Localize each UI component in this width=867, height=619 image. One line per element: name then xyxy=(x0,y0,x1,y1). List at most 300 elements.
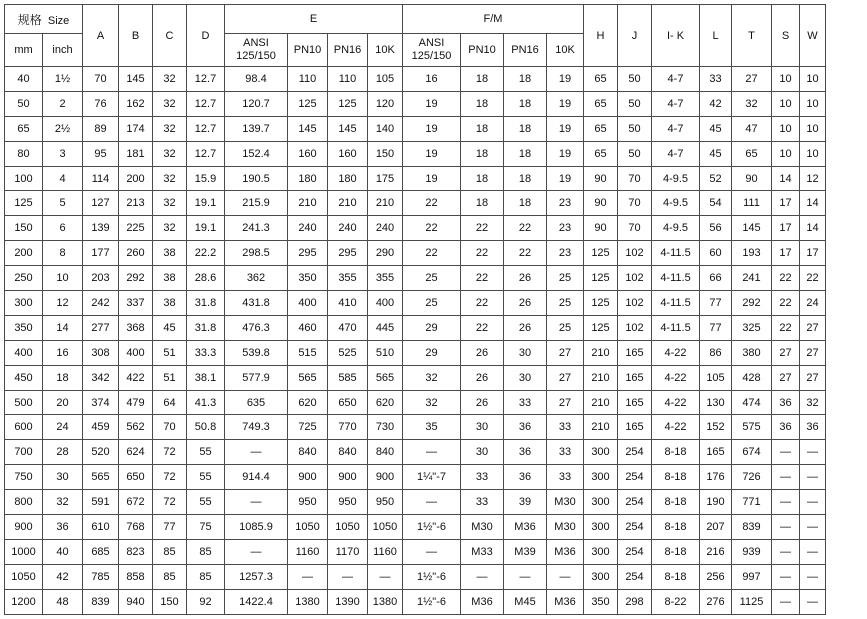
table-cell: 577.9 xyxy=(225,365,288,390)
table-cell: 4-11.5 xyxy=(652,266,700,291)
table-cell: 4-7 xyxy=(652,67,700,92)
table-cell: 190.5 xyxy=(225,166,288,191)
table-cell: 65 xyxy=(5,116,43,141)
table-cell: — xyxy=(800,490,826,515)
E-sub-header-pn10: PN10 xyxy=(288,34,328,67)
header-D: D xyxy=(187,5,225,67)
table-cell: 4-9.5 xyxy=(652,216,700,241)
table-cell: 300 xyxy=(584,564,618,589)
table-cell: 32 xyxy=(403,365,461,390)
header-T: T xyxy=(732,5,772,67)
table-cell: 575 xyxy=(732,415,772,440)
table-cell: — xyxy=(772,589,800,614)
table-cell: 8-22 xyxy=(652,589,700,614)
table-cell: 125 xyxy=(5,191,43,216)
table-cell: 210 xyxy=(288,191,328,216)
table-cell: 858 xyxy=(119,564,153,589)
table-cell: 114 xyxy=(83,166,119,191)
table-cell: 85 xyxy=(153,539,187,564)
table-cell: 10 xyxy=(800,141,826,166)
table-cell: 14 xyxy=(800,191,826,216)
table-cell: 4-9.5 xyxy=(652,191,700,216)
table-cell: — xyxy=(772,539,800,564)
table-cell: 292 xyxy=(119,266,153,291)
table-cell: 210 xyxy=(584,365,618,390)
table-cell: 22 xyxy=(461,291,504,316)
table-cell: 624 xyxy=(119,440,153,465)
table-cell: 22 xyxy=(772,266,800,291)
table-cell: — xyxy=(800,564,826,589)
table-cell: 17 xyxy=(800,241,826,266)
table-cell: 22 xyxy=(772,291,800,316)
table-cell: 165 xyxy=(700,440,732,465)
FM-sub-header-pn16: PN16 xyxy=(504,34,547,67)
table-cell: 368 xyxy=(119,315,153,340)
header-B: B xyxy=(119,5,153,67)
size-label-en: Size xyxy=(47,14,70,27)
table-cell: M36 xyxy=(461,589,504,614)
table-cell: 254 xyxy=(618,440,652,465)
table-cell: 400 xyxy=(5,340,43,365)
table-cell: 89 xyxy=(83,116,119,141)
table-row xyxy=(5,589,826,614)
table-cell: 1170 xyxy=(328,539,368,564)
table-cell: 1085.9 xyxy=(225,515,288,540)
table-cell: 700 xyxy=(5,440,43,465)
table-cell: 325 xyxy=(732,315,772,340)
table-cell: 45 xyxy=(700,116,732,141)
table-cell: 240 xyxy=(328,216,368,241)
table-cell: 771 xyxy=(732,490,772,515)
table-cell: 50 xyxy=(5,91,43,116)
table-cell: 210 xyxy=(584,340,618,365)
table-cell: 18 xyxy=(461,67,504,92)
table-cell: 900 xyxy=(288,465,328,490)
table-cell: — xyxy=(772,564,800,589)
header-A: A xyxy=(83,5,119,67)
table-cell: 213 xyxy=(119,191,153,216)
table-cell: 1050 xyxy=(288,515,328,540)
table-cell: 428 xyxy=(732,365,772,390)
table-cell: 77 xyxy=(700,291,732,316)
table-cell: 4-7 xyxy=(652,91,700,116)
table-cell: 38 xyxy=(153,266,187,291)
table-cell: 1160 xyxy=(368,539,403,564)
table-cell: 374 xyxy=(83,390,119,415)
table-cell: 203 xyxy=(83,266,119,291)
table-cell: 840 xyxy=(368,440,403,465)
table-row xyxy=(5,241,826,266)
table-cell: 900 xyxy=(5,515,43,540)
table-row xyxy=(5,365,826,390)
table-cell: M39 xyxy=(504,539,547,564)
table-cell: 127 xyxy=(83,191,119,216)
table-cell: 8-18 xyxy=(652,515,700,540)
header-W: W xyxy=(800,5,826,67)
table-row xyxy=(5,490,826,515)
table-cell: 650 xyxy=(328,390,368,415)
table-cell: 165 xyxy=(618,365,652,390)
table-cell: 470 xyxy=(328,315,368,340)
table-cell: 8-18 xyxy=(652,539,700,564)
table-cell: 125 xyxy=(584,291,618,316)
table-cell: 65 xyxy=(584,91,618,116)
table-cell: 431.8 xyxy=(225,291,288,316)
table-cell: 51 xyxy=(153,340,187,365)
table-cell: 70 xyxy=(153,415,187,440)
table-cell: 72 xyxy=(153,440,187,465)
table-cell: 12 xyxy=(43,291,83,316)
table-cell: 25 xyxy=(547,315,584,340)
table-cell: 130 xyxy=(700,390,732,415)
table-cell: 100 xyxy=(5,166,43,191)
table-cell: 292 xyxy=(732,291,772,316)
table-cell: 1200 xyxy=(5,589,43,614)
table-cell: 342 xyxy=(83,365,119,390)
table-cell: 22 xyxy=(800,266,826,291)
table-cell: 28 xyxy=(43,440,83,465)
table-cell: 47 xyxy=(732,116,772,141)
table-cell: 33.3 xyxy=(187,340,225,365)
table-row xyxy=(5,191,826,216)
table-cell: 749.3 xyxy=(225,415,288,440)
table-cell: 27 xyxy=(800,315,826,340)
table-cell: 12 xyxy=(800,166,826,191)
table-cell: 200 xyxy=(119,166,153,191)
table-cell: 12.7 xyxy=(187,67,225,92)
table-cell: 14 xyxy=(800,216,826,241)
table-cell: 36 xyxy=(504,465,547,490)
table-cell: 1½ xyxy=(43,67,83,92)
table-cell: 250 xyxy=(5,266,43,291)
table-cell: 8-18 xyxy=(652,490,700,515)
table-cell: 139 xyxy=(83,216,119,241)
table-cell: 85 xyxy=(153,564,187,589)
E-sub-header-ansi: ANSI 125/150 xyxy=(225,34,288,67)
table-cell: 98.4 xyxy=(225,67,288,92)
table-cell: 19 xyxy=(547,67,584,92)
table-cell: 41.3 xyxy=(187,390,225,415)
table-cell: 19 xyxy=(547,166,584,191)
size-group-header xyxy=(5,5,83,34)
table-cell: 18 xyxy=(504,166,547,191)
table-cell: 125 xyxy=(584,266,618,291)
table-cell: 562 xyxy=(119,415,153,440)
table-cell: — xyxy=(403,539,461,564)
table-cell: 3 xyxy=(43,141,83,166)
table-cell: 4-7 xyxy=(652,141,700,166)
table-cell: 26 xyxy=(461,365,504,390)
table-cell: 4-22 xyxy=(652,340,700,365)
table-cell: 565 xyxy=(368,365,403,390)
table-cell: 50 xyxy=(618,116,652,141)
table-cell: 1422.4 xyxy=(225,589,288,614)
table-cell: 174 xyxy=(119,116,153,141)
table-cell: 22 xyxy=(461,266,504,291)
table-cell: 298 xyxy=(618,589,652,614)
table-cell: — xyxy=(403,490,461,515)
table-cell: 77 xyxy=(700,315,732,340)
table-cell: 33 xyxy=(547,465,584,490)
table-cell: 4-7 xyxy=(652,116,700,141)
table-row xyxy=(5,315,826,340)
header-L: L xyxy=(700,5,732,67)
table-cell: 479 xyxy=(119,390,153,415)
table-cell: 19.1 xyxy=(187,216,225,241)
table-cell: 33 xyxy=(700,67,732,92)
table-cell: 295 xyxy=(328,241,368,266)
table-cell: 160 xyxy=(288,141,328,166)
table-cell: — xyxy=(772,465,800,490)
table-cell: 18 xyxy=(43,365,83,390)
table-cell: 672 xyxy=(119,490,153,515)
table-cell: 55 xyxy=(187,440,225,465)
table-cell: 72 xyxy=(153,465,187,490)
table-cell: 225 xyxy=(119,216,153,241)
table-cell: 145 xyxy=(288,116,328,141)
table-cell: 539.8 xyxy=(225,340,288,365)
table-cell: 27 xyxy=(800,340,826,365)
table-cell: 565 xyxy=(288,365,328,390)
table-cell: 27 xyxy=(547,390,584,415)
spec-table-body xyxy=(5,67,826,615)
table-cell: 510 xyxy=(368,340,403,365)
table-cell: 8-18 xyxy=(652,440,700,465)
table-cell: 19 xyxy=(403,116,461,141)
table-cell: 32 xyxy=(153,67,187,92)
table-cell: 620 xyxy=(288,390,328,415)
table-cell: 145 xyxy=(119,67,153,92)
table-cell: 22 xyxy=(461,315,504,340)
table-cell: 685 xyxy=(83,539,119,564)
table-cell: 8-18 xyxy=(652,465,700,490)
table-cell: 400 xyxy=(288,291,328,316)
table-cell: 31.8 xyxy=(187,315,225,340)
table-cell: 1380 xyxy=(368,589,403,614)
table-cell: 85 xyxy=(187,564,225,589)
table-cell: 181 xyxy=(119,141,153,166)
unit-header-inch: inch xyxy=(43,34,83,67)
table-cell: 32 xyxy=(732,91,772,116)
table-cell: 350 xyxy=(288,266,328,291)
table-cell: 23 xyxy=(547,216,584,241)
FM-sub-header-pn10: PN10 xyxy=(461,34,504,67)
table-cell: 254 xyxy=(618,490,652,515)
table-cell: 17 xyxy=(772,191,800,216)
table-cell: 207 xyxy=(700,515,732,540)
table-cell: 295 xyxy=(288,241,328,266)
table-cell: 162 xyxy=(119,91,153,116)
table-cell: 210 xyxy=(368,191,403,216)
table-cell: 240 xyxy=(288,216,328,241)
table-row xyxy=(5,340,826,365)
table-cell: 19 xyxy=(403,166,461,191)
table-cell: 300 xyxy=(584,539,618,564)
table-cell: 29 xyxy=(403,315,461,340)
table-cell: 180 xyxy=(328,166,368,191)
table-cell: 10 xyxy=(772,67,800,92)
table-cell: 10 xyxy=(800,91,826,116)
table-cell: 111 xyxy=(732,191,772,216)
E-sub-header-10k: 10K xyxy=(368,34,403,67)
table-cell: 32 xyxy=(153,91,187,116)
table-cell: 32 xyxy=(153,141,187,166)
table-row xyxy=(5,415,826,440)
table-cell: 26 xyxy=(504,315,547,340)
table-cell: 476.3 xyxy=(225,315,288,340)
table-cell: 300 xyxy=(5,291,43,316)
table-cell: 90 xyxy=(584,166,618,191)
table-cell: 900 xyxy=(328,465,368,490)
table-cell: 27 xyxy=(547,340,584,365)
table-cell: 460 xyxy=(288,315,328,340)
table-cell: 25 xyxy=(547,266,584,291)
table-cell: 36 xyxy=(43,515,83,540)
table-cell: 26 xyxy=(461,390,504,415)
table-cell: 4-22 xyxy=(652,415,700,440)
table-cell: 22 xyxy=(461,241,504,266)
table-cell: 210 xyxy=(584,390,618,415)
table-cell: 150 xyxy=(368,141,403,166)
table-cell: 36 xyxy=(504,440,547,465)
table-cell: 152 xyxy=(700,415,732,440)
table-row xyxy=(5,116,826,141)
table-cell: 355 xyxy=(368,266,403,291)
table-cell: 90 xyxy=(584,191,618,216)
table-cell: 15.9 xyxy=(187,166,225,191)
table-cell: 450 xyxy=(5,365,43,390)
table-cell: 65 xyxy=(584,141,618,166)
table-cell: 300 xyxy=(584,465,618,490)
table-cell: 18 xyxy=(461,91,504,116)
header-I-K: I- K xyxy=(652,5,700,67)
table-cell: 33 xyxy=(547,440,584,465)
table-cell: 32 xyxy=(153,191,187,216)
table-cell: 839 xyxy=(732,515,772,540)
table-cell: 102 xyxy=(618,241,652,266)
table-cell: 242 xyxy=(83,291,119,316)
table-cell: 241 xyxy=(732,266,772,291)
table-cell: 200 xyxy=(5,241,43,266)
table-cell: 12.7 xyxy=(187,141,225,166)
table-cell: 95 xyxy=(83,141,119,166)
table-cell: 125 xyxy=(584,315,618,340)
table-cell: 17 xyxy=(772,241,800,266)
table-cell: 276 xyxy=(700,589,732,614)
table-row xyxy=(5,465,826,490)
table-cell: 525 xyxy=(328,340,368,365)
table-row xyxy=(5,564,826,589)
table-cell: 50 xyxy=(618,141,652,166)
table-cell: 66 xyxy=(700,266,732,291)
table-cell: — xyxy=(800,465,826,490)
table-cell: 64 xyxy=(153,390,187,415)
table-cell: 70 xyxy=(618,191,652,216)
table-cell: 840 xyxy=(288,440,328,465)
table-cell: 362 xyxy=(225,266,288,291)
table-row xyxy=(5,539,826,564)
table-cell: — xyxy=(225,440,288,465)
table-cell: 150 xyxy=(153,589,187,614)
table-cell: M45 xyxy=(504,589,547,614)
table-cell: 939 xyxy=(732,539,772,564)
table-cell: 400 xyxy=(368,291,403,316)
table-cell: 1380 xyxy=(288,589,328,614)
table-cell: 45 xyxy=(700,141,732,166)
table-cell: 165 xyxy=(618,390,652,415)
table-cell: 725 xyxy=(288,415,328,440)
table-cell: 422 xyxy=(119,365,153,390)
table-cell: 1000 xyxy=(5,539,43,564)
table-cell: 20 xyxy=(43,390,83,415)
table-cell: 48 xyxy=(43,589,83,614)
table-row xyxy=(5,216,826,241)
header-FM-group: F/M xyxy=(403,5,584,34)
table-cell: 32 xyxy=(153,116,187,141)
table-cell: 730 xyxy=(368,415,403,440)
table-cell: 18 xyxy=(461,191,504,216)
table-cell: 4-22 xyxy=(652,390,700,415)
table-cell: 56 xyxy=(700,216,732,241)
table-cell: 770 xyxy=(328,415,368,440)
table-cell: 4-11.5 xyxy=(652,291,700,316)
table-cell: 256 xyxy=(700,564,732,589)
table-cell: 24 xyxy=(43,415,83,440)
table-row xyxy=(5,91,826,116)
table-cell: — xyxy=(225,539,288,564)
table-cell: 32 xyxy=(153,216,187,241)
table-cell: 35 xyxy=(403,415,461,440)
table-cell: 8 xyxy=(43,241,83,266)
table-cell: 125 xyxy=(328,91,368,116)
table-cell: 241.3 xyxy=(225,216,288,241)
table-cell: 139.7 xyxy=(225,116,288,141)
table-cell: 32 xyxy=(43,490,83,515)
table-cell: 23 xyxy=(547,241,584,266)
table-cell: 165 xyxy=(618,415,652,440)
table-cell: 2 xyxy=(43,91,83,116)
table-cell: 70 xyxy=(618,166,652,191)
table-cell: 125 xyxy=(584,241,618,266)
table-cell: 26 xyxy=(461,340,504,365)
table-cell: 45 xyxy=(153,315,187,340)
table-cell: 18 xyxy=(504,67,547,92)
table-cell: 216 xyxy=(700,539,732,564)
table-cell: 260 xyxy=(119,241,153,266)
table-cell: — xyxy=(547,564,584,589)
table-cell: 30 xyxy=(461,440,504,465)
table-cell: 14 xyxy=(772,166,800,191)
table-cell: 55 xyxy=(187,465,225,490)
table-cell: 1050 xyxy=(328,515,368,540)
table-cell: 1390 xyxy=(328,589,368,614)
table-cell: 997 xyxy=(732,564,772,589)
table-cell: 102 xyxy=(618,291,652,316)
table-cell: 90 xyxy=(584,216,618,241)
table-cell: 14 xyxy=(43,315,83,340)
table-cell: — xyxy=(403,440,461,465)
FM-sub-header-10k: 10K xyxy=(547,34,584,67)
table-cell: 10 xyxy=(772,141,800,166)
table-cell: 42 xyxy=(43,564,83,589)
table-cell: M36 xyxy=(504,515,547,540)
table-row xyxy=(5,515,826,540)
table-cell: 350 xyxy=(584,589,618,614)
table-cell: — xyxy=(288,564,328,589)
header-E-group: E xyxy=(225,5,403,34)
table-cell: 150 xyxy=(5,216,43,241)
table-cell: 26 xyxy=(504,291,547,316)
